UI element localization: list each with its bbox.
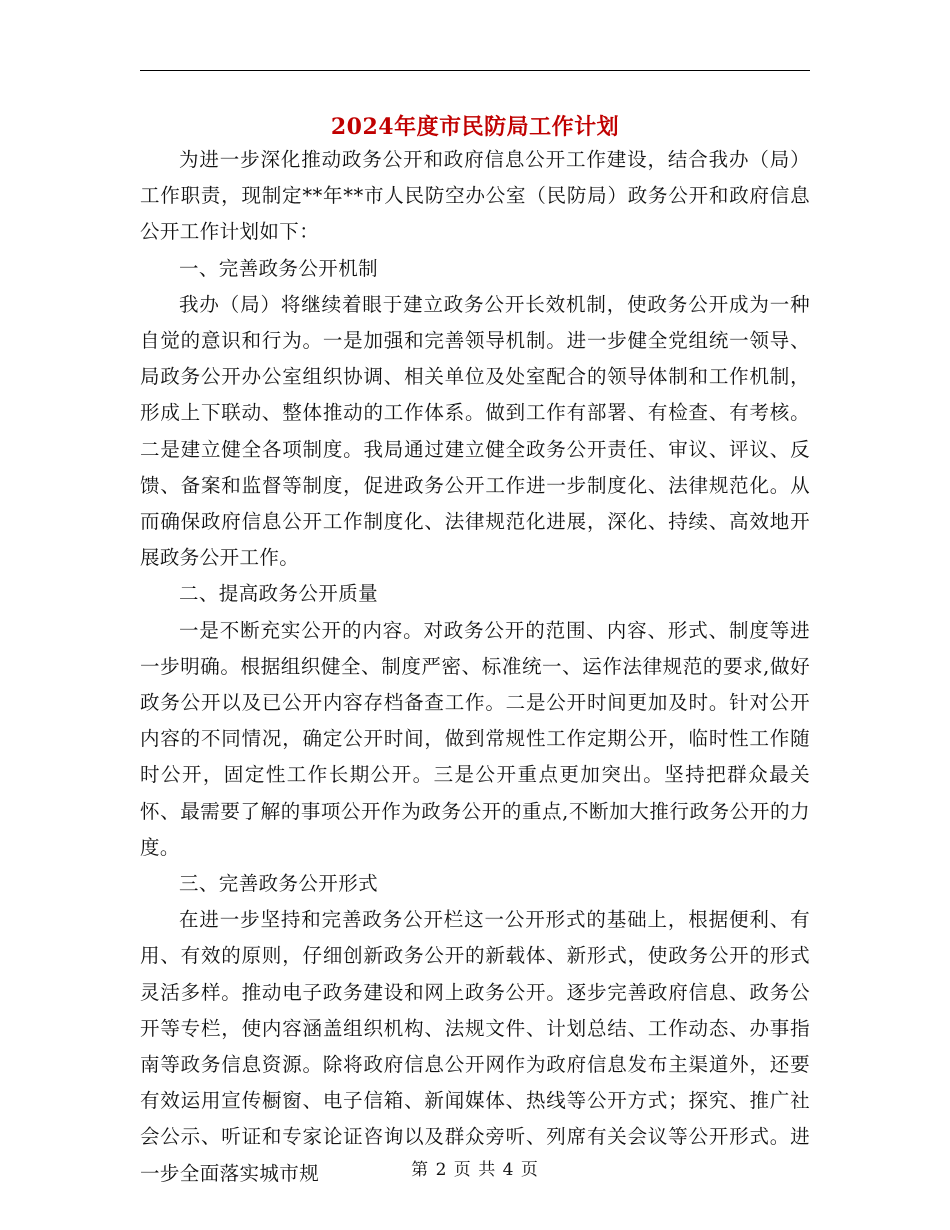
section-1-paragraph: 我办（局）将继续着眼于建立政务公开长效机制，使政务公开成为一种自觉的意识和行为。一是加强和完善领导机制。进一步健全党组统一领导、局政务公开办公室组织协调、相关单位及处室配合的领导体制和工作机制，形成上下联动、整体推动的工作体系。做到工作有部署、有检查、有考核。二是建立健全各项制度。我局通过建立健全政务公开责任、审议、评议、反馈、备案和监督等制度，促进政务公开工作进一步制度化、法律规范化。从而确保政府信息公开工作制度化、法律规范化进展，深化、持续、高效地开展政务公开工作。 [140,292,810,570]
page-number-footer: 第 2 页 共 4 页 [411,1160,539,1180]
document-body [140,142,810,1192]
section-heading-1: 一、完善政务公开机制 [179,256,379,280]
header-rule [140,70,810,71]
section-3-paragraph: 在进一步坚持和完善政务公开栏这一公开形式的基础上，根据便利、有用、有效的原则，仔细创新政务公开的新载体、新形式，使政务公开的形式灵活多样。推动电子政务建设和网上政务公开。逐步完善政府信息、政务公开等专栏，使内容涵盖组织机构、法规文件、计划总结、工作动态、办事指南等政务信息资源。除将政府信息公开网作为政府信息发布主渠道外，还要有效运用宣传橱窗、电子信箱、新闻媒体、热线等公开方式；探究、推广社会公示、听证和专家论证咨询以及群众旁听、列席有关会议等公开形式。进一步全面落实城市规 [140,908,810,1185]
section-heading-3: 三、完善政务公开形式 [179,872,379,896]
document-title: 2024年度市民防局工作计划 [330,114,620,140]
section-heading-2: 二、提高政务公开质量 [179,582,379,606]
intro-paragraph: 为进一步深化推动政务公开和政府信息公开工作建设，结合我办（局）工作职责，现制定**年**市人民防空办公室（民防局）政务公开和政府信息公开工作计划如下： [140,148,810,244]
section-2-paragraph: 一是不断充实公开的内容。对政务公开的范围、内容、形式、制度等进一步明确。根据组织健全、制度严密、标准统一、运作法律规范的要求,做好政务公开以及已公开内容存档备查工作。二是公开时间更加及时。针对公开内容的不同情况，确定公开时间，做到常规性工作定期公开，临时性工作随时公开，固定性工作长期公开。三是公开重点更加突出。坚持把群众最关怀、最需要了解的事项公开作为政务公开的重点,不断加大推行政务公开的力度。 [140,618,810,859]
